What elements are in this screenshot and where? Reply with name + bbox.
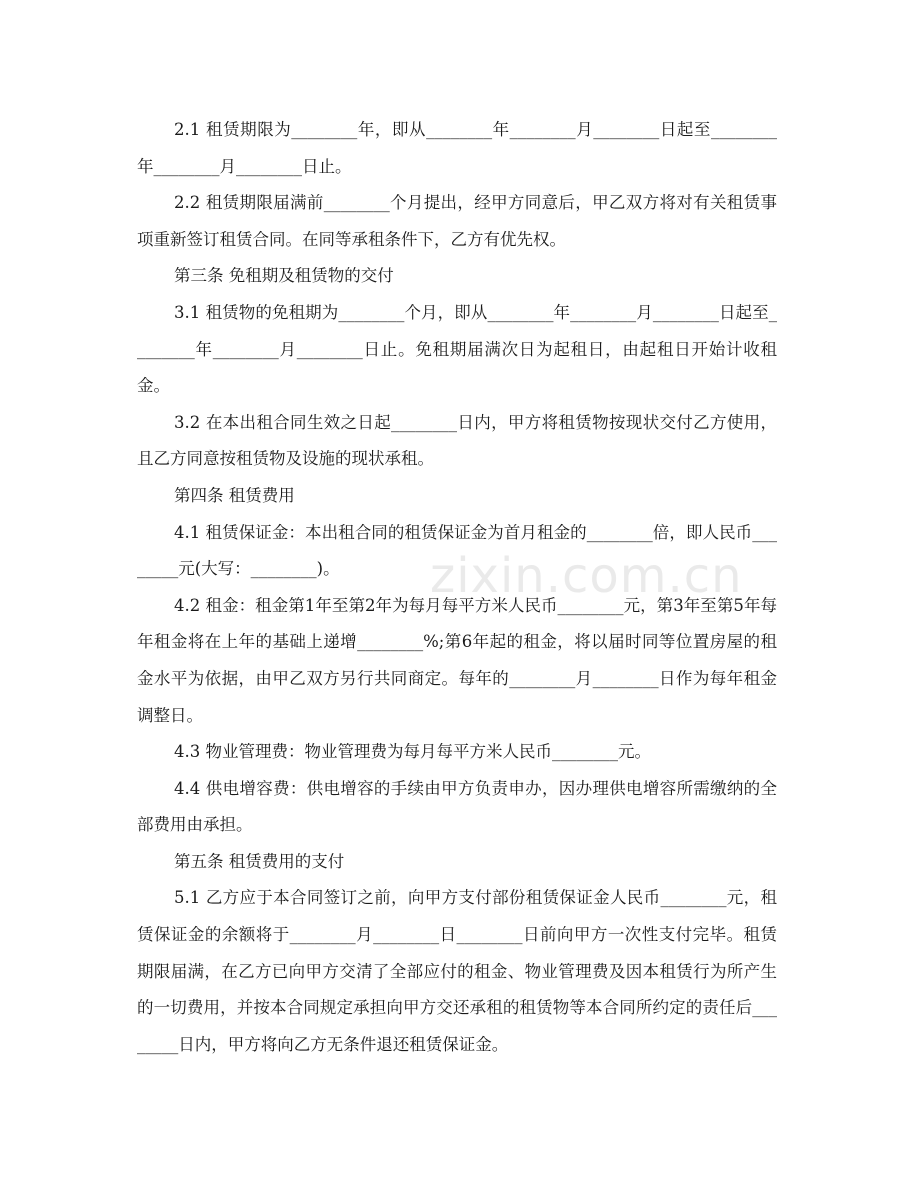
clause-3-2: 3.2 在本出租合同生效之日起________日内，甲方将租赁物按现状交付乙方使用，且乙方同意按租赁物及设施的现状承租。 xyxy=(137,412,777,469)
article-3-heading: 第三条 免租期及租赁物的交付 xyxy=(174,266,394,286)
article-5-heading: 第五条 租赁费用的支付 xyxy=(174,851,345,871)
clause-3-1: 3.1 租赁物的免租期为________个月，即从________年________月________日起至________年________月________日止。免租期届满次日为起租日，由起租日开始计收租金。 xyxy=(137,302,777,396)
clause-4-1: 4.1 租赁保证金：本出租合同的租赁保证金为首月租金的________倍，即人民币________元(大写：________)。 xyxy=(137,522,777,579)
clause-2-2: 2.2 租赁期限届满前________个月提出，经甲方同意后，甲乙双方将对有关租赁事项重新签订租赁合同。在同等承租条件下，乙方有优先权。 xyxy=(137,193,777,249)
clause-5-1: 5.1 乙方应于本合同签订之前，向甲方支付部份租赁保证金人民币________元，租赁保证金的余额将于________月________日________日前向甲方一次性支付完毕。租赁期限届满，在乙方已向甲方交清了全部应付的租金、物业管理费及因本租赁行为所产生的一切费用，并按本合同规定承担向甲方交还承租的租赁物等本合同所约定的责任后________日内，甲方将向乙方无条件退还租赁保证金。 xyxy=(137,888,777,1054)
clause-4-2: 4.2 租金：租金第1年至第2年为每月每平方米人民币________元，第3年至第5年每年租金将在上年的基础上递增________%;第6年起的租金，将以届时同等位置房屋的租金水平为依据，由甲乙双方另行共同商定。每年的________月________日作为每年租金调整日。 xyxy=(137,595,777,725)
clause-2-1: 2.1 租赁期限为________年，即从________年________月________日起至________年________月________日止。 xyxy=(137,120,777,176)
watermark-text: zixin.com.cn xyxy=(430,548,743,604)
clause-4-3: 4.3 物业管理费：物业管理费为每月每平方米人民币________元。 xyxy=(174,742,651,762)
article-4-heading: 第四条 租赁费用 xyxy=(174,485,295,505)
clause-4-4: 4.4 供电增容费：供电增容的手续由甲方负责申办，因办理供电增容所需缴纳的全部费用由承担。 xyxy=(137,778,777,835)
document-page xyxy=(137,112,777,1063)
